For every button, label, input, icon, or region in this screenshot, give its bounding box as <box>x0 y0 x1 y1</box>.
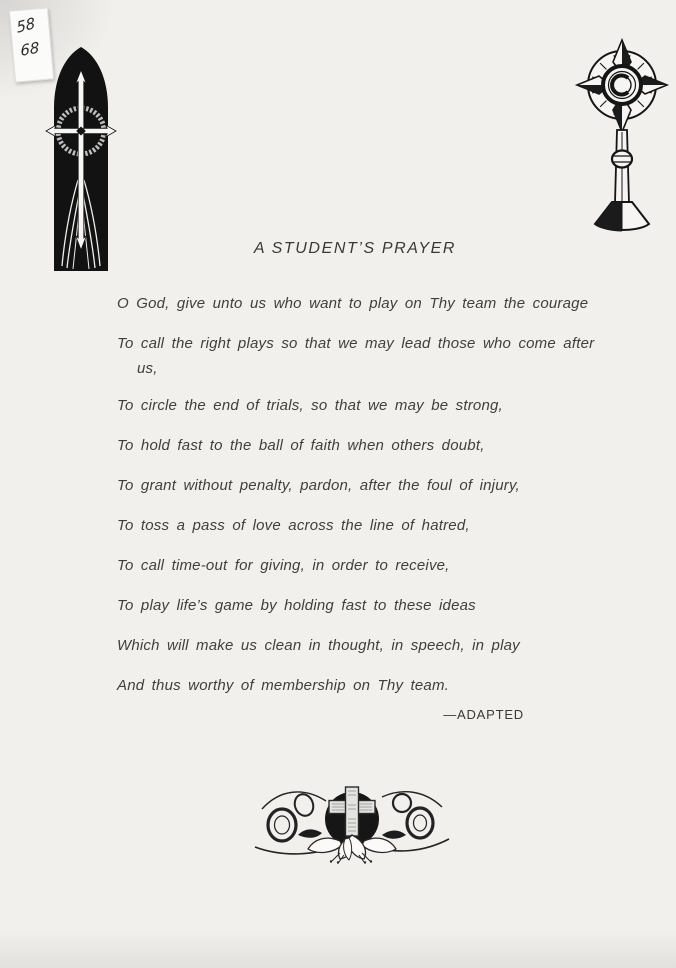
poem-line-continuation: us, <box>137 360 158 377</box>
poem-line: To play life’s game by holding fast to these ideas <box>117 597 476 614</box>
corner-note-number-2: 68 <box>20 38 40 61</box>
poem-line: To hold fast to the ball of faith when others doubt, <box>117 437 485 454</box>
corner-note-number-1: 58 <box>15 13 37 37</box>
poem-line: To grant without penalty, pardon, after the foul of injury, <box>117 477 520 494</box>
poem-line: Which will make us clean in thought, in speech, in play <box>117 637 520 654</box>
poem-line: To toss a pass of love across the line of hatred, <box>117 517 470 534</box>
poem-line: To circle the end of trials, so that we may be strong, <box>117 397 503 414</box>
attribution: —ADAPTED <box>443 707 524 722</box>
page-title: A STUDENT’S PRAYER <box>253 240 457 257</box>
cross-lilies-ornament-icon <box>252 783 452 863</box>
poem-line: And thus worthy of membership on Thy team. <box>117 677 450 694</box>
corner-note <box>9 7 54 82</box>
poem-line: To call time-out for giving, in order to receive, <box>117 557 450 574</box>
poem <box>117 296 597 718</box>
poem-line: O God, give unto us who want to play on Thy team the courage <box>117 295 589 312</box>
poem-line: To call the right plays so that we may lead those who come after <box>117 335 595 352</box>
gothic-window-cross-icon <box>52 42 110 272</box>
monstrance-icon <box>572 40 672 236</box>
